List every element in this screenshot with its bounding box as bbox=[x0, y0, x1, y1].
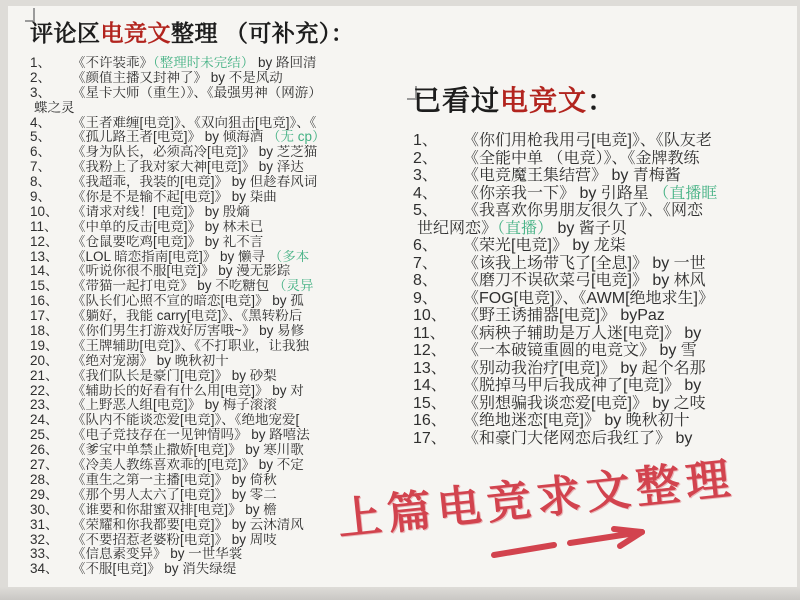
item-number: 19、 bbox=[30, 338, 59, 353]
item-text: 《和豪门大佬网恋后我红了》 by bbox=[463, 429, 693, 447]
list-item bbox=[30, 398, 396, 413]
item-text: 《队长们心照不宣的暗恋[电竞]》 by 孤 bbox=[72, 294, 304, 309]
list-item bbox=[413, 290, 799, 308]
item-text: 《冷美人教练喜欢乖的[电竞]》 by 不定 bbox=[72, 458, 304, 473]
item-number: 5、 bbox=[413, 202, 438, 219]
item-text: 《谁要和你甜蜜双排[电竞]》 by 檐 bbox=[72, 502, 277, 517]
item-text: 《我们队长是豪门[电竞]》 by 砂梨 bbox=[72, 368, 277, 383]
item-text: 《我喜欢你男朋友很久了》、《网恋 bbox=[463, 202, 704, 219]
item-text: 《带猫一起打电竞》 by 不吃糖包 （灵异 bbox=[72, 279, 314, 294]
item-text: 《荣耀和你我都要[电竞]》 by 云沐清风 bbox=[72, 517, 304, 532]
list-item bbox=[30, 279, 396, 294]
list-item bbox=[413, 360, 799, 378]
item-number: 25、 bbox=[30, 428, 59, 443]
item-number: 33、 bbox=[30, 547, 59, 562]
item-number: 34、 bbox=[30, 562, 59, 577]
item-number: 17、 bbox=[413, 429, 447, 447]
item-number: 7、 bbox=[30, 160, 52, 175]
item-number: 4、 bbox=[30, 115, 52, 130]
list-item bbox=[30, 205, 396, 220]
item-text: 《别想骗我谈恋爱[电竞]》 by 之吱 bbox=[463, 394, 706, 412]
item-text: 《重生之第一主播[电竞]》 by 倚秋 bbox=[72, 472, 277, 487]
item-text: 《LOL 暗恋指南[电竞]》 by 懒寻 （多本 bbox=[72, 249, 310, 264]
list-item bbox=[413, 132, 799, 150]
item-text: 《不要招惹老婆粉[电竞]》 by 周吱 bbox=[72, 532, 277, 547]
item-number: 9、 bbox=[413, 289, 438, 307]
item-text: 《你们用枪我用弓[电竞]》、《队友老 bbox=[463, 132, 712, 149]
list-item bbox=[413, 220, 799, 238]
item-number: 29、 bbox=[30, 487, 59, 502]
item-number: 1、 bbox=[413, 132, 438, 149]
item-number: 24、 bbox=[30, 413, 59, 428]
item-number: 17、 bbox=[30, 309, 59, 324]
item-text: 《不许装乖》（整理时未完结） by 路回清 bbox=[72, 56, 317, 70]
list-item bbox=[30, 235, 396, 250]
list-item bbox=[413, 395, 799, 413]
item-text: 《一本破镜重圆的电竞文》 by 雪 bbox=[463, 342, 697, 359]
item-number: 4、 bbox=[413, 184, 438, 202]
item-text: 《该我上场带飞了[全息]》 by 一世 bbox=[463, 254, 706, 272]
item-number: 15、 bbox=[30, 279, 59, 294]
item-text: 《电竞魔王集结营》 by 青梅酱 bbox=[463, 167, 681, 184]
item-text: 《绝对宠溺》 by 晚秋初十 bbox=[72, 353, 229, 368]
item-number: 2、 bbox=[30, 70, 52, 85]
canvas-edge-top bbox=[0, 0, 800, 6]
list-item bbox=[30, 220, 396, 235]
item-number: 7、 bbox=[413, 254, 438, 272]
item-text: 《FOG[电竞]》、《AWM[绝地求生]》 bbox=[463, 289, 714, 307]
item-text: 《那个男人太六了[电竞]》 by 零二 bbox=[72, 487, 277, 502]
item-text: 《绝地迷恋[电竞]》 by 晚秋初十 bbox=[463, 412, 690, 429]
item-text: 《孤儿路王者[电竞]》 by 倾海酒 （无 cp） bbox=[72, 130, 326, 145]
list-item bbox=[30, 562, 396, 577]
item-text: 《电子竞技存在一见钟情吗》 by 路嘻法 bbox=[72, 428, 310, 443]
list-item bbox=[30, 116, 396, 131]
item-text: 《信息素变异》 by 一世华裳 bbox=[72, 547, 243, 562]
item-number: 22、 bbox=[30, 383, 59, 398]
list-item bbox=[30, 428, 396, 443]
list-item bbox=[30, 443, 396, 458]
item-text: 《王牌辅助[电竞]》、《不打职业，让我独 bbox=[72, 338, 310, 353]
item-number: 2、 bbox=[413, 149, 438, 167]
item-number: 23、 bbox=[30, 398, 59, 413]
list-item bbox=[30, 354, 396, 369]
item-number: 12、 bbox=[413, 342, 447, 359]
list-item bbox=[30, 339, 396, 354]
item-number: 8、 bbox=[30, 175, 52, 190]
item-number: 3、 bbox=[30, 85, 52, 100]
item-text: 《星卡大师（重生）》、《最强男神（网游） bbox=[72, 85, 322, 100]
list-item bbox=[413, 150, 799, 168]
list-item bbox=[30, 264, 396, 279]
handwritten-note: 上篇电竞求文整理 bbox=[335, 454, 739, 545]
item-text: 《躺好，我能 carry[电竞]》、《黑转粉后 bbox=[72, 309, 303, 324]
item-number: 6、 bbox=[413, 237, 438, 254]
list-item bbox=[413, 377, 799, 395]
list-item bbox=[30, 369, 396, 384]
item-number: 14、 bbox=[30, 264, 59, 279]
list-item bbox=[30, 309, 396, 324]
item-number: 21、 bbox=[30, 368, 59, 383]
left-column-title: 评论区电竞文整理 （可补充）： bbox=[30, 20, 355, 46]
read-books-list bbox=[413, 132, 799, 447]
list-item bbox=[30, 324, 396, 339]
list-item bbox=[30, 86, 396, 101]
canvas-edge-left bbox=[0, 0, 8, 600]
item-number: 16、 bbox=[30, 294, 59, 309]
item-number: 8、 bbox=[413, 272, 438, 289]
item-number: 9、 bbox=[30, 190, 52, 205]
list-item bbox=[30, 71, 396, 86]
list-item bbox=[30, 160, 396, 175]
item-text: 蝶之灵 bbox=[34, 100, 75, 115]
canvas-edge-bottom bbox=[0, 587, 800, 600]
list-item bbox=[30, 130, 396, 145]
item-text: 《脱掉马甲后我成神了[电竞]》 by bbox=[463, 377, 702, 394]
item-text: 《你们男生打游戏好厉害哦~》 by 易修 bbox=[72, 324, 305, 339]
item-text: 《中单的反击[电竞]》 by 林未已 bbox=[72, 219, 264, 234]
item-text: 《你是不是输不起[电竞]》 by 柒曲 bbox=[72, 190, 277, 205]
item-text: 《野王诱捕器[电竞]》 byPaz bbox=[463, 307, 665, 324]
item-number: 18、 bbox=[30, 324, 59, 339]
item-text: 《磨刀不误砍菜弓[电竞]》 by 林风 bbox=[463, 272, 706, 289]
item-text: 《病秧子辅助是万人迷[电竞]》 by bbox=[463, 324, 702, 342]
list-item bbox=[30, 458, 396, 473]
item-number: 10、 bbox=[413, 307, 447, 324]
item-text: 《别动我治疗[电竞]》 by 起个名那 bbox=[463, 359, 706, 377]
item-number: 12、 bbox=[30, 234, 59, 249]
list-item bbox=[30, 190, 396, 205]
list-item bbox=[30, 294, 396, 309]
item-text: 《荣光[电竞]》 by 龙柒 bbox=[463, 237, 626, 254]
item-number: 11、 bbox=[413, 324, 446, 342]
list-item bbox=[30, 250, 396, 265]
item-text: 《队内不能谈恋爱[电竞]》、《绝地宠爱[ bbox=[72, 413, 300, 428]
list-item bbox=[413, 342, 799, 360]
item-number: 6、 bbox=[30, 145, 52, 160]
item-number: 28、 bbox=[30, 472, 59, 487]
list-item bbox=[413, 167, 799, 185]
list-item bbox=[413, 255, 799, 273]
item-number: 26、 bbox=[30, 443, 59, 458]
item-text: 《王者难缠[电竞]》、《双向狙击[电竞]》、《 bbox=[72, 115, 317, 130]
list-item bbox=[30, 547, 396, 562]
item-number: 32、 bbox=[30, 532, 59, 547]
list-item bbox=[30, 145, 396, 160]
already-read-column bbox=[413, 84, 799, 504]
item-number: 11、 bbox=[30, 219, 58, 234]
item-number: 5、 bbox=[30, 130, 52, 145]
item-text: 《颜值主播又封神了》 by 不是风动 bbox=[72, 70, 283, 85]
item-text: 《我粉上了我对家大神[电竞]》 by 泽达 bbox=[72, 160, 304, 175]
item-text: 《听说你很不服[电竞]》 by 漫无影踪 bbox=[72, 264, 291, 279]
item-number: 16、 bbox=[413, 412, 447, 429]
item-text: 《请求对线！[电竞]》 by 殷熵 bbox=[72, 204, 250, 219]
list-item bbox=[413, 272, 799, 290]
item-number: 13、 bbox=[30, 249, 59, 264]
right-column-title: 已看过电竞文： bbox=[413, 85, 617, 116]
item-number: 1、 bbox=[30, 56, 52, 70]
list-item bbox=[413, 412, 799, 430]
handwritten-arrow-icon bbox=[486, 524, 656, 564]
item-number: 10、 bbox=[30, 204, 59, 219]
list-item bbox=[30, 384, 396, 399]
item-number: 20、 bbox=[30, 353, 59, 368]
item-number: 15、 bbox=[413, 394, 447, 412]
list-item bbox=[30, 413, 396, 428]
item-number: 13、 bbox=[413, 359, 447, 377]
item-text: 《辅助长的好看有什么用[电竞]》 by 对 bbox=[72, 383, 304, 398]
item-text: 《不服[电竞]》 by 消失绿缇 bbox=[72, 562, 237, 577]
item-number: 27、 bbox=[30, 458, 59, 473]
list-item bbox=[413, 307, 799, 325]
item-number: 14、 bbox=[413, 377, 447, 394]
item-text: 《我超乖，我装的[电竞]》 by 但趁春风词 bbox=[72, 175, 318, 190]
item-number: 3、 bbox=[413, 167, 438, 184]
list-item bbox=[413, 185, 799, 203]
list-item bbox=[30, 175, 396, 190]
list-item bbox=[30, 101, 396, 116]
list-item bbox=[413, 325, 799, 343]
item-text: 《爹宝中单禁止撒娇[电竞]》 by 寒川歌 bbox=[72, 443, 304, 458]
item-number: 31、 bbox=[30, 517, 59, 532]
item-text: 《仓鼠要吃鸡[电竞]》 by 礼不言 bbox=[72, 234, 264, 249]
item-text: 《你亲我一下》 by 引路星 （直播眶 bbox=[463, 184, 718, 202]
item-text: 《上野恶人组[电竞]》 by 梅子滚滚 bbox=[72, 398, 277, 413]
item-text: 《全能中单 （电竞）》、《金牌教练 bbox=[463, 149, 700, 167]
list-item bbox=[30, 56, 396, 71]
list-item bbox=[413, 237, 799, 255]
list-item bbox=[413, 202, 799, 220]
item-number: 30、 bbox=[30, 502, 59, 517]
item-text: 《身为队长，必须高冷[电竞]》 by 芝芝猫 bbox=[72, 145, 318, 160]
list-item bbox=[413, 430, 799, 448]
item-text: 世纪网恋》（直播） by 酱子贝 bbox=[417, 219, 627, 237]
